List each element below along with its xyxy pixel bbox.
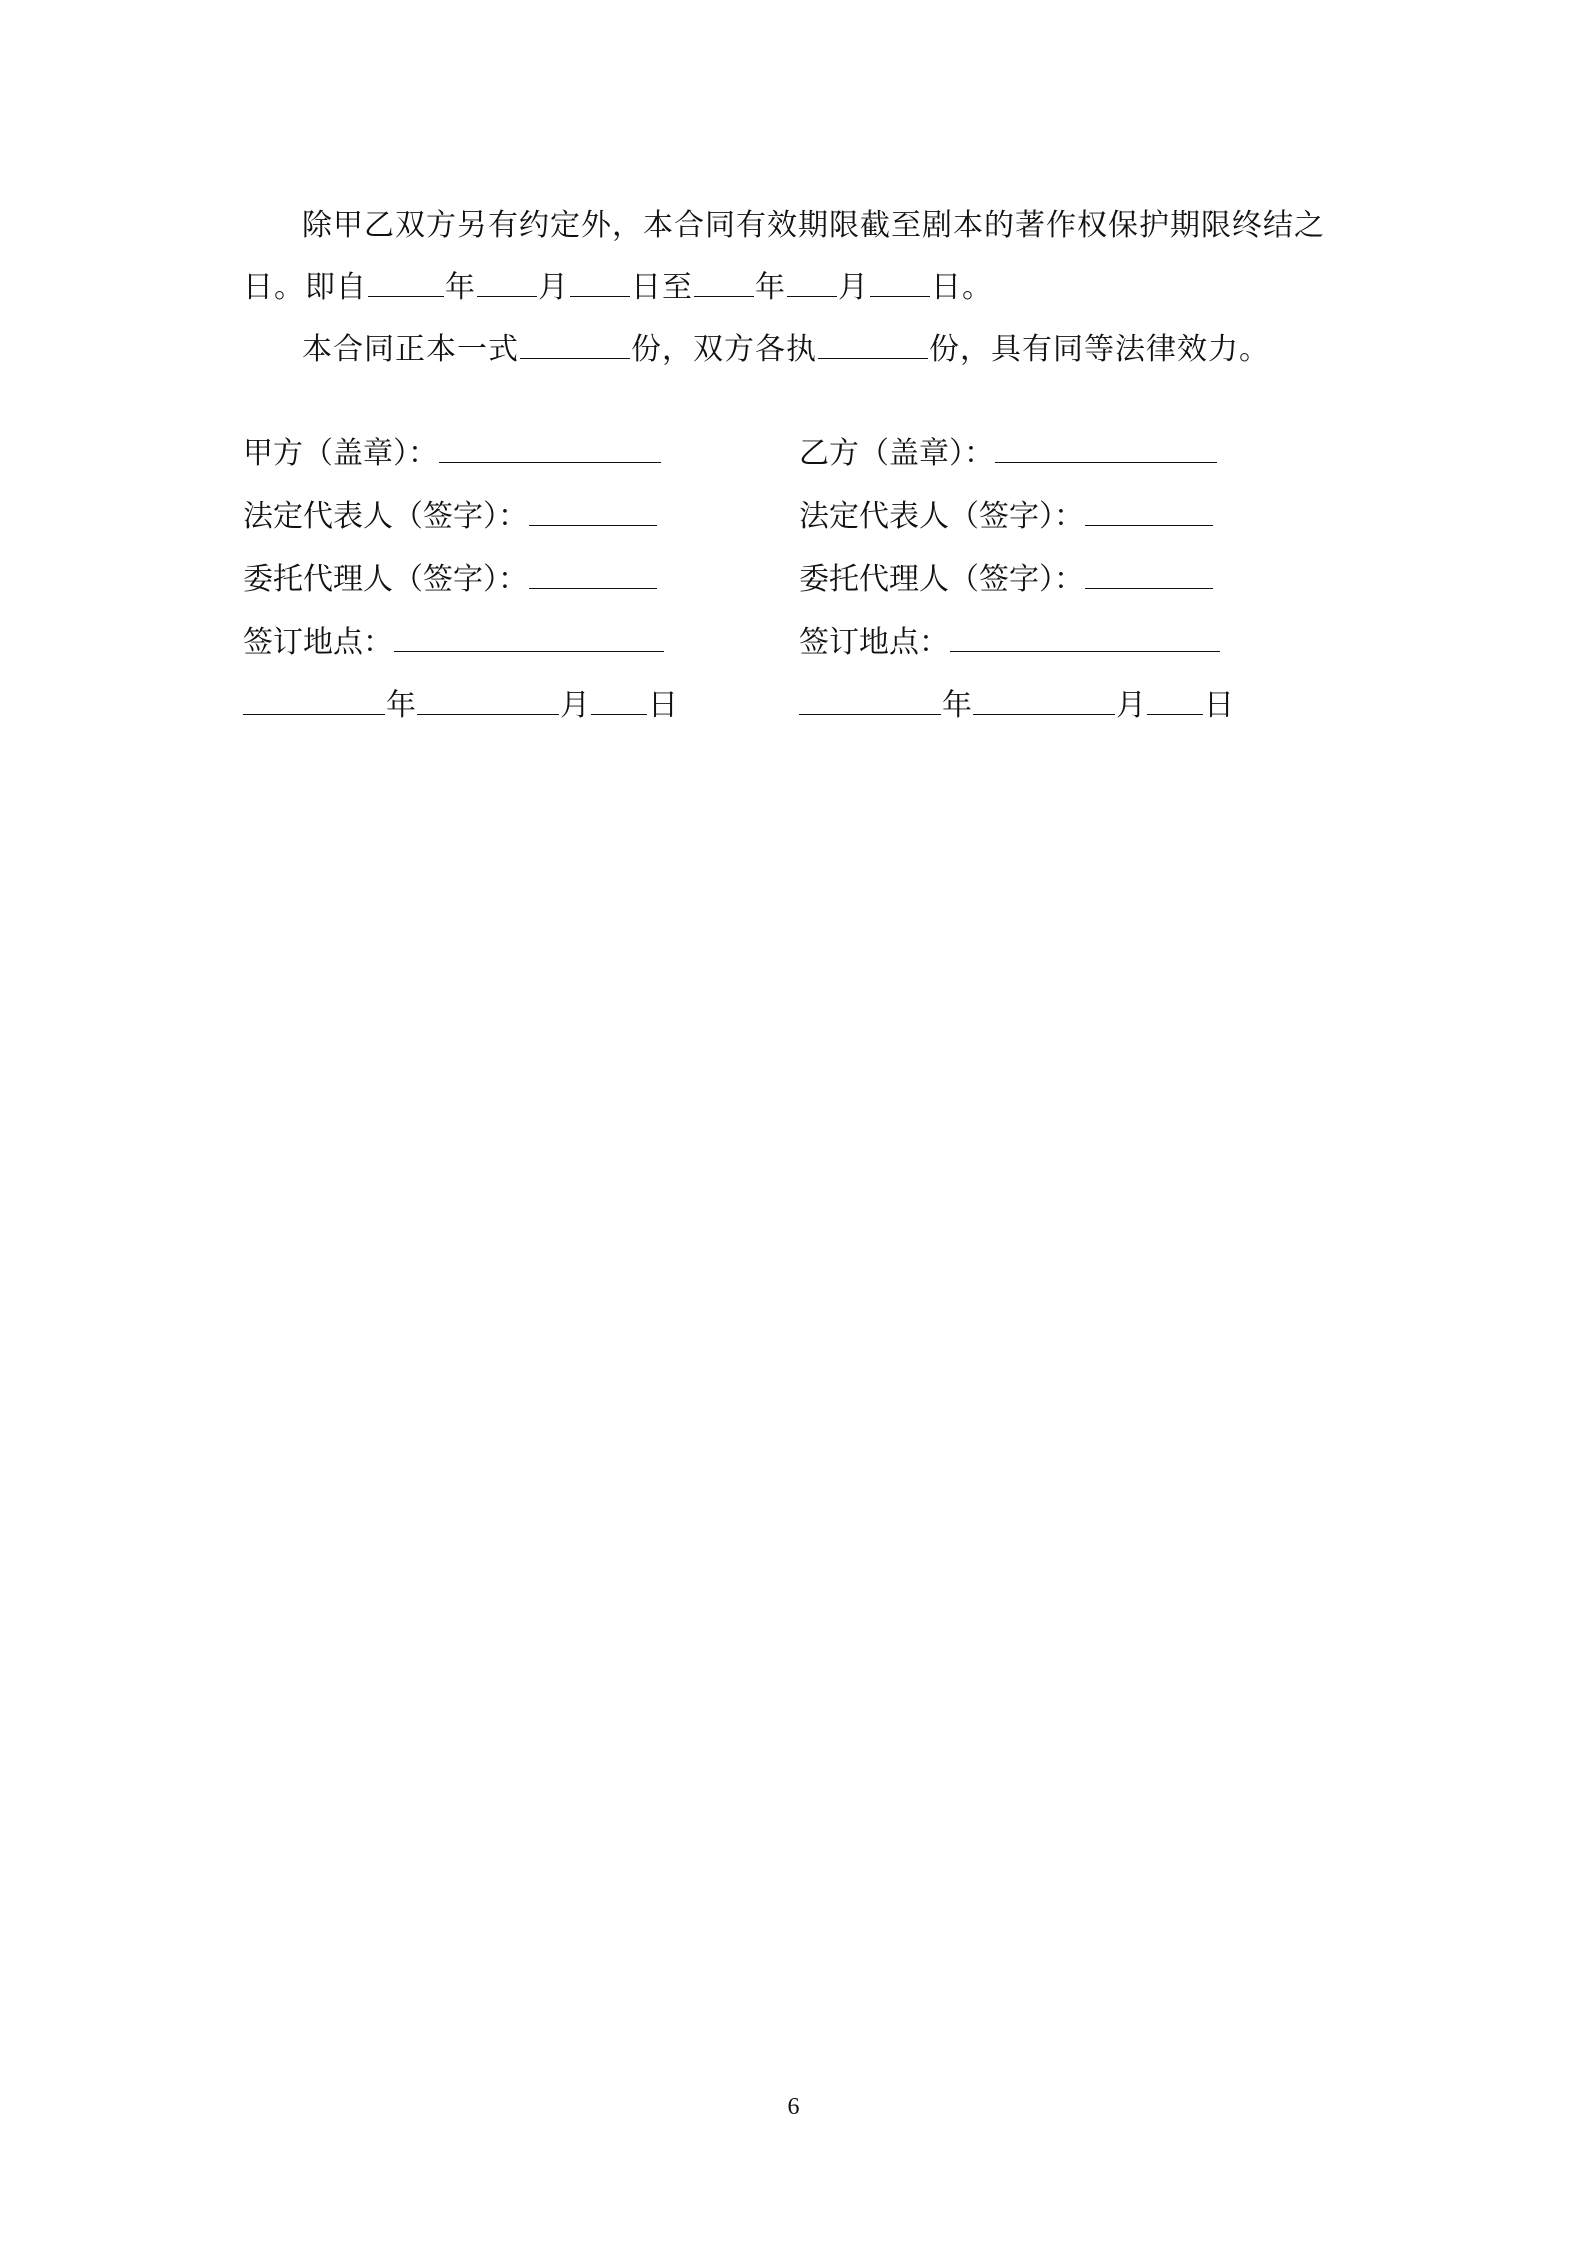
total-copies-blank[interactable] [520,332,630,359]
party-b-seal-label: 乙方（盖章）： [799,436,994,471]
party-b-place-label: 签订地点： [799,625,949,660]
party-a-place-blank[interactable] [394,625,664,652]
party-a-month-label: 月 [560,688,590,723]
end-day-label: 日。 [931,270,993,305]
party-b-rep-blank[interactable] [1085,499,1213,526]
party-b-month-label: 月 [1116,688,1146,723]
copies-prefix: 本合同正本一式 [302,332,519,367]
party-b-place-row [799,623,1221,663]
party-b-agent-blank[interactable] [1085,562,1213,589]
party-a-seal-blank[interactable] [439,436,661,463]
start-month-label: 月 [538,270,569,305]
party-b-seal-blank[interactable] [995,436,1217,463]
party-b-agent-label: 委托代理人（签字）： [799,562,1084,597]
party-a-seal-label: 甲方（盖章）： [243,436,438,471]
start-year-blank[interactable] [368,270,444,297]
party-a-day-blank[interactable] [591,688,647,715]
end-day-blank[interactable] [870,270,930,297]
party-a-date-row [243,686,678,726]
party-b-day-blank[interactable] [1147,688,1203,715]
end-month-blank[interactable] [787,270,837,297]
end-year-label: 年 [755,270,786,305]
party-a-agent-blank[interactable] [529,562,657,589]
party-b-month-blank[interactable] [973,688,1115,715]
copies-middle: 份，双方各执 [631,332,817,367]
party-a-year-label: 年 [386,688,416,723]
party-b-day-label: 日 [1204,688,1234,723]
party-a-year-blank[interactable] [243,688,385,715]
party-a-agent-label: 委托代理人（签字）： [243,562,528,597]
party-a-rep-row [243,497,658,537]
party-b-year-blank[interactable] [799,688,941,715]
party-a-seal-row [243,434,662,474]
validity-clause-line1: 除甲乙双方另有约定外，本合同有效期限截至剧本的著作权保护期限终结之 [302,208,1325,243]
end-month-label: 月 [838,270,869,305]
party-b-date-row [799,686,1234,726]
start-day-label: 日至 [631,270,693,305]
copies-suffix: 份，具有同等法律效力。 [929,332,1270,367]
page-number: 6 [787,2094,800,2120]
party-a-rep-label: 法定代表人（签字）： [243,499,528,534]
party-b-rep-row [799,497,1214,537]
party-b-seal-row [799,434,1218,474]
party-b-rep-label: 法定代表人（签字）： [799,499,1084,534]
party-a-place-row [243,623,665,663]
start-year-label: 年 [445,270,476,305]
party-a-day-label: 日 [648,688,678,723]
each-copies-blank[interactable] [818,332,928,359]
party-a-place-label: 签订地点： [243,625,393,660]
party-a-month-blank[interactable] [417,688,559,715]
party-a-rep-blank[interactable] [529,499,657,526]
start-day-blank[interactable] [570,270,630,297]
start-month-blank[interactable] [477,270,537,297]
party-a-agent-row [243,560,658,600]
party-b-year-label: 年 [942,688,972,723]
validity-prefix: 日。即自 [243,270,367,305]
party-b-agent-row [799,560,1214,600]
end-year-blank[interactable] [694,270,754,297]
validity-clause-line2 [243,268,993,308]
party-b-place-blank[interactable] [950,625,1220,652]
copies-clause [302,330,1270,370]
